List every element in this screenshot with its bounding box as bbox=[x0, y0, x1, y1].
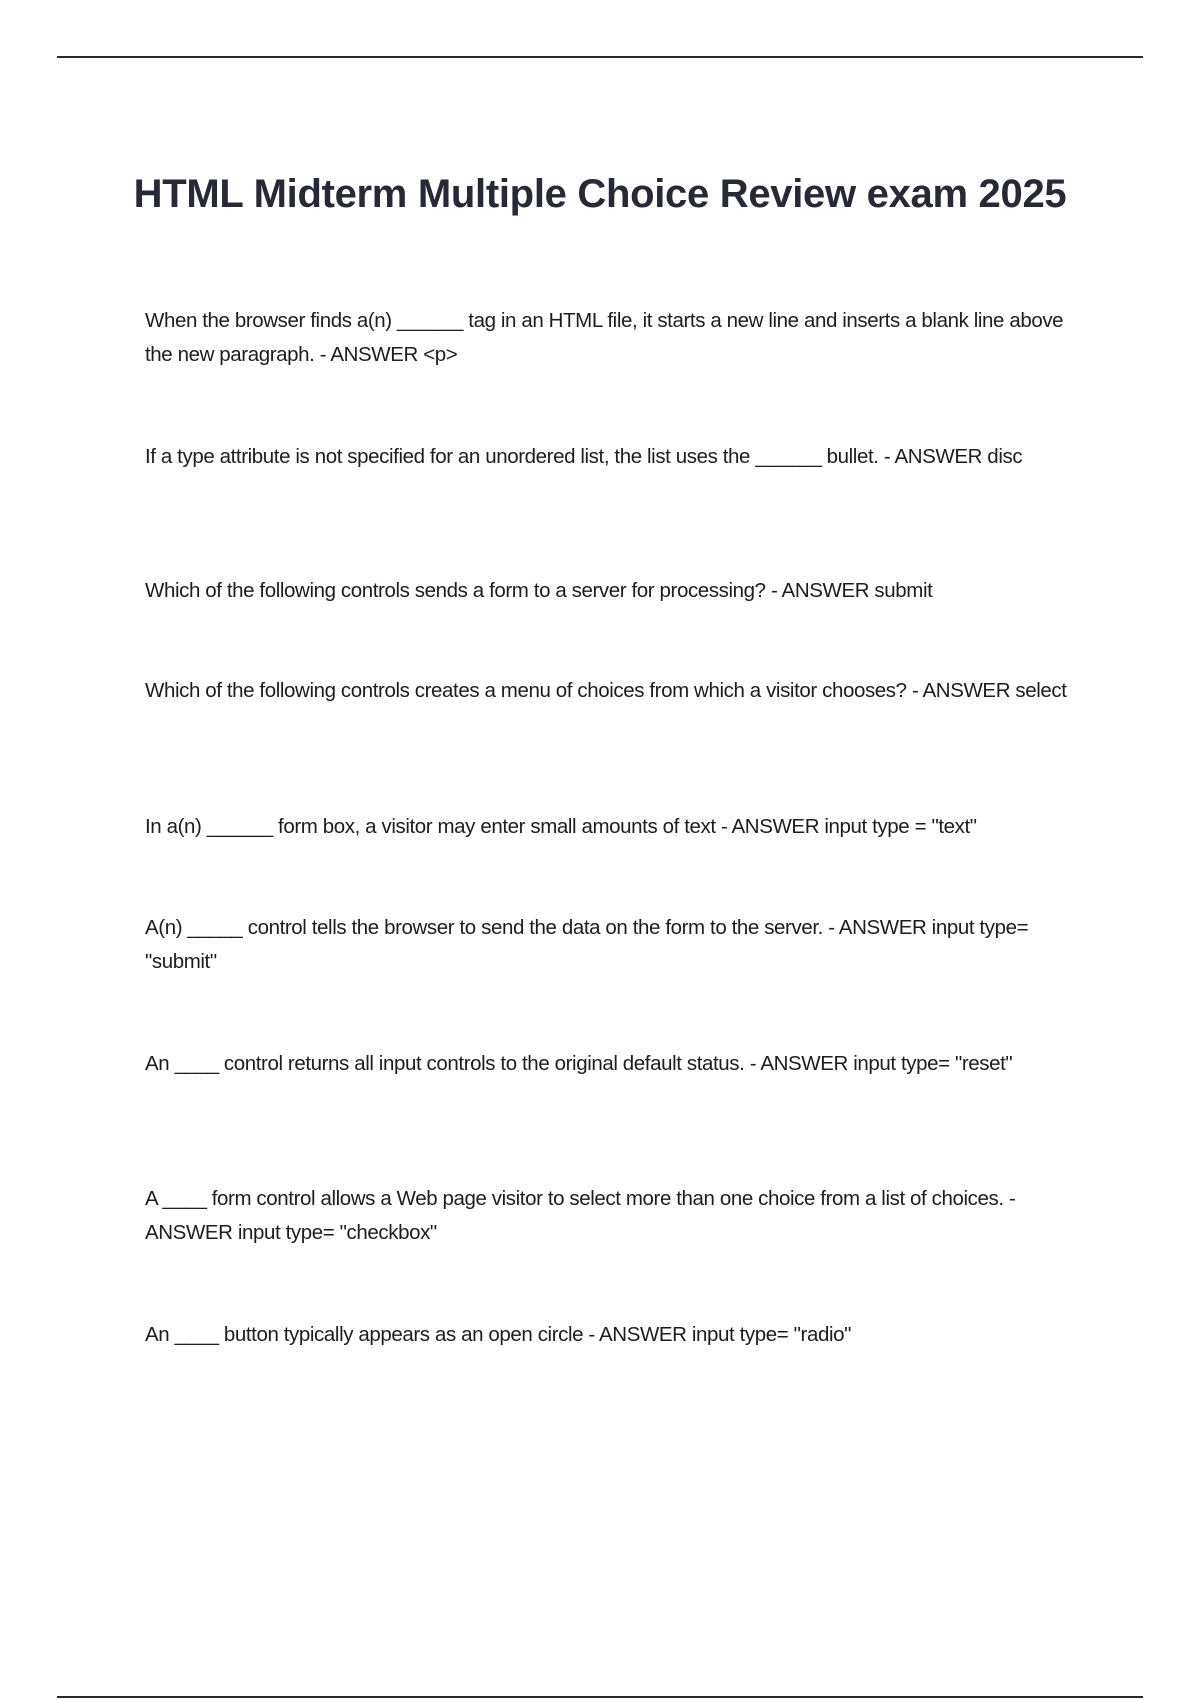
question-answer-7: An ____ control returns all input controls to the original default status. - ANSWER input type= "reset" bbox=[145, 1052, 1013, 1075]
question-answer-9: An ____ button typically appears as an open circle - ANSWER input type= "radio" bbox=[145, 1323, 851, 1346]
top-divider bbox=[57, 56, 1143, 58]
question-answer-6: A(n) _____ control tells the browser to send the data on the form to the server. - ANSWER input type= "submit" bbox=[145, 916, 1029, 973]
document-title: HTML Midterm Multiple Choice Review exam 2025 bbox=[133, 171, 1067, 216]
question-answer-1: When the browser finds a(n) ______ tag in an HTML file, it starts a new line and inserts a blank line above the new paragraph. - ANSWER <p> bbox=[145, 309, 1064, 366]
question-answer-4: Which of the following controls creates a menu of choices from which a visitor chooses? - ANSWER select bbox=[145, 679, 1067, 702]
question-answer-3: Which of the following controls sends a form to a server for processing? - ANSWER submit bbox=[145, 579, 933, 602]
question-answer-5: In a(n) ______ form box, a visitor may enter small amounts of text - ANSWER input type = "text" bbox=[145, 815, 977, 838]
question-answer-8: A ____ form control allows a Web page visitor to select more than one choice from a list of choices. - ANSWER input type= "checkbox" bbox=[145, 1187, 1016, 1244]
bottom-divider bbox=[57, 1696, 1143, 1698]
question-answer-2: If a type attribute is not specified for an unordered list, the list uses the ______ bullet. - ANSWER disc bbox=[145, 445, 1023, 468]
